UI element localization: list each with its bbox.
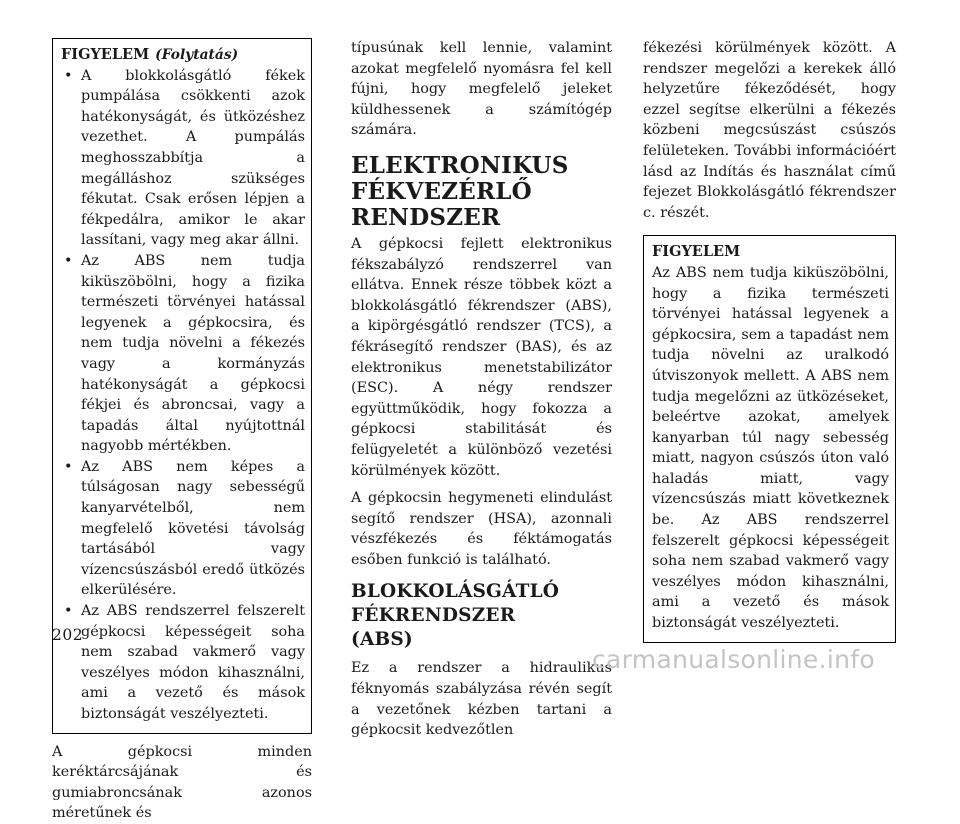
warning-subtitle: (Folytatás) xyxy=(155,47,239,63)
middle-column xyxy=(351,38,612,741)
page-number: 202 xyxy=(52,626,84,644)
warning-box-continued xyxy=(52,38,312,734)
left-column xyxy=(52,38,312,824)
warning-bullet: • Az ABS nem képes a túlságosan nagy sebességű kanyarvételből, nem megfelelő követési távolság tartásából vagy vízencsúszásból eredő ütközés elkerülésére. xyxy=(61,457,305,601)
warning-title: FIGYELEM xyxy=(61,46,150,63)
body-paragraph: Ez a rendszer a hidraulikus féknyomás szabályzása révén segít a vezetőnek kézben tartani a gépkocsit kedvezőtlen xyxy=(351,660,612,739)
warning-header xyxy=(61,45,305,66)
body-paragraph: A gépkocsi minden keréktárcsájának és gumiabroncsának azonos méretűnek és xyxy=(52,743,312,822)
warning-bullet: • Az ABS nem tudja kiküszöbölni, hogy a fizika természeti törvényei hatással legyenek a gépkocsira, és nem tudja növelni a fékezés vagy a kormányzás hatékonyságát a gépkocsi fékjei és abroncsai, vagy a tapadás által nyújtottnál nagyobb mértékben. xyxy=(61,251,305,457)
warning-bullet: • A blokkolásgátló fékek pumpálása csökkenti azok hatékonyságát, és ütközéshez vezethet. A pumpálás meghosszabbítja a megálláshoz szükséges fékutat. Csak erősen lépjen a fékpedálra, amikor le akar lassítani, vagy meg akar állni. xyxy=(61,66,305,251)
warning-bullet-list xyxy=(61,66,305,725)
warning-box xyxy=(643,235,896,642)
section-heading-electronic-brake: ELEKTRONIKUS FÉKVEZÉRLŐ RENDSZER xyxy=(351,151,569,231)
body-paragraph: fékezési körülmények között. A rendszer megelőzi a kerekek álló helyzetűre fékeződését, hogy ezzel segítse elkerülni a fékezés közbeni megcsúszást csúszós felületeken. További információért lásd az Indítás és használat című fejezet Blokkolásgátló fékrendszer c. részét. xyxy=(643,40,896,221)
body-paragraph: A gépkocsin hegymeneti elindulást segítő rendszer (HSA), azonnali vészfékezés és féktámogatás esőben funkció is található. xyxy=(351,490,612,568)
right-column xyxy=(643,38,896,643)
warning-title: FIGYELEM xyxy=(652,243,741,261)
section-heading-abs: BLOKKOLÁSGÁTLÓ FÉKRENDSZER (ABS) xyxy=(351,581,560,651)
body-paragraph: A gépkocsi fejlett elektronikus fékszabályzó rendszerrel van ellátva. Ennek része többek közt a blokkolásgátló fékrendszer (ABS), a kipörgésgátló rendszer (TCS), a fékrásegítő rendszer (BAS), és az elektronikus menetstabilizátor (ESC). A négy rendszer együttműködik, hogy fokozza a gépkocsi stabilitását és felügyeletét a különböző vezetési körülmények között. xyxy=(351,235,612,479)
warning-text: Az ABS nem tudja kiküszöbölni, hogy a fizika természeti törvényei hatással legyenek a gépkocsira, sem a tapadást nem tudja növelni az uralkodó útviszonyok mellett. A ABS nem tudja megelőzni az ütközéseket, beleértve azokat, amelyek kanyarban túl nagy sebesség miatt, nagyon csúszós úton való haladás miatt, vagy vízencsúszás miatt következnek be. Az ABS rendszerrel felszerelt gépkocsi képességeit soha nem szabad vakmerő vagy veszélyes módon kihasználni, ami a vezető és mások biztonságát veszélyezteti. xyxy=(652,264,889,632)
warning-bullet: • Az ABS rendszerrel felszerelt gépkocsi képességeit soha nem szabad vakmerő vagy veszélyes módon kihasználni, ami a vezető és mások biztonságát veszélyezteti. xyxy=(61,601,305,725)
body-paragraph-intro: típusúnak kell lennie, valamint azokat megfelelő nyomásra fel kell fújni, hogy megfelelő jeleket küldhessenek a számítógép számára. xyxy=(351,40,612,139)
watermark: carmanualsonline.info xyxy=(592,645,875,674)
